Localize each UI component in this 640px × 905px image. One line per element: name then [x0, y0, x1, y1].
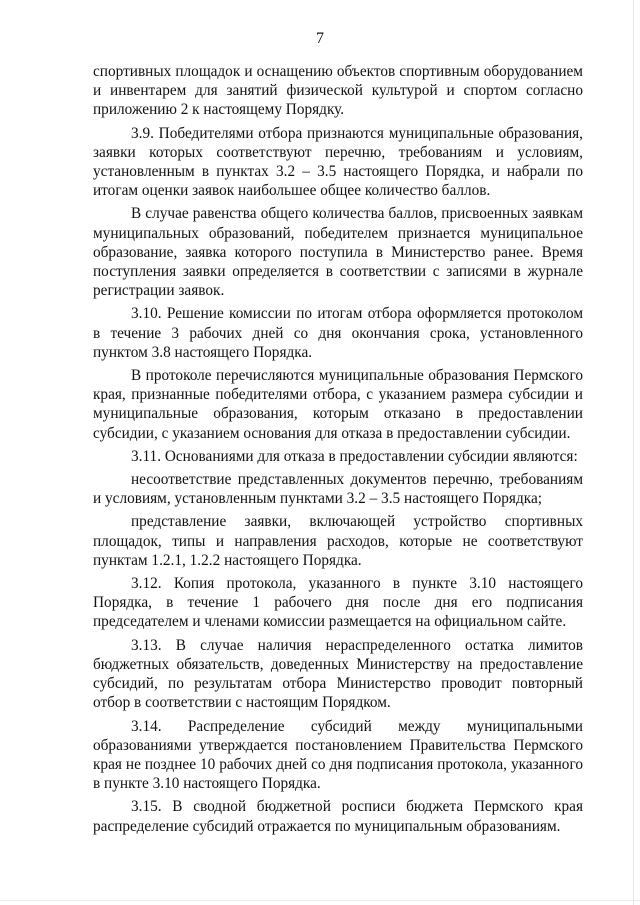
- paragraph-refusal-reason-1: несоответствие представленных документов перечню, требованиям и условиям, установленным пунктами 3.2 – 3.5 настоящего Порядка;: [93, 471, 583, 508]
- scan-edge-right: [633, 0, 634, 905]
- paragraph-3-14: 3.14. Распределение субсидий между муниципальными образованиями утверждается постановлением Правительства Пермского края не позднее 10 рабочих дней со дня подписания протокола, указанного в пункте 3.10 настоящего Порядка.: [93, 717, 583, 793]
- paragraph-3-9: 3.9. Победителями отбора признаются муниципальные образования, заявки которых соответствуют перечню, требованиям и условиям, установленным в пунктах 3.2 – 3.5 настоящего Порядка, и набрали по итогам оценки заявок наибольшее общее количество баллов.: [93, 124, 583, 200]
- paragraph-protocol-contents: В протоколе перечисляются муниципальные образования Пермского края, признанные победителями отбора, с указанием размера субсидии и муниципальные образования, которым отказано в предоставлении субсидии, с указанием основания для отказа в предоставлении субсидии.: [93, 367, 583, 442]
- paragraph-3-11: 3.11. Основаниями для отказа в предоставлении субсидии являются:: [131, 447, 578, 465]
- paragraph-3-13: 3.13. В случае наличия нераспределенного остатка лимитов бюджетных обязательств, доведенных Министерству на предоставление субсидий, по результатам отбора Министерство проводит повторный отбор в соответствии с настоящим Порядком.: [93, 636, 583, 712]
- paragraph-continuation: спортивных площадок и оснащению объектов спортивным оборудованием и инвентарем для занятий физической культурой и спортом согласно приложению 2 к настоящему Порядку.: [93, 63, 583, 119]
- paragraph-3-15: 3.15. В сводной бюджетной росписи бюджета Пермского края распределение субсидий отражается по муниципальным образованиям.: [93, 798, 583, 835]
- document-body: [93, 62, 583, 840]
- paragraph-3-10: 3.10. Решение комиссии по итогам отбора оформляется протоколом в течение 3 рабочих дней со дня окончания срока, установленного пунктом 3.8 настоящего Порядка.: [93, 305, 583, 361]
- paragraph-refusal-reason-2: представление заявки, включающей устройство спортивных площадок, типы и направления расходов, которые не соответствуют пунктам 1.2.1, 1.2.2 настоящего Порядка.: [93, 513, 583, 569]
- paragraph-tie-rule: В случае равенства общего количества баллов, присвоенных заявкам муниципальных образований, победителем признается муниципальное образование, заявка которого поступила в Министерство ранее. Время поступления заявки определяется в соответствии с записями в журнале регистрации заявок.: [93, 205, 583, 300]
- page-number: 7: [316, 30, 324, 47]
- scan-edge-bottom: [0, 900, 640, 901]
- paragraph-3-12: 3.12. Копия протокола, указанного в пункте 3.10 настоящего Порядка, в течение 1 рабочего дня после дня его подписания председателем и членами комиссии размещается на официальном сайте.: [93, 575, 583, 631]
